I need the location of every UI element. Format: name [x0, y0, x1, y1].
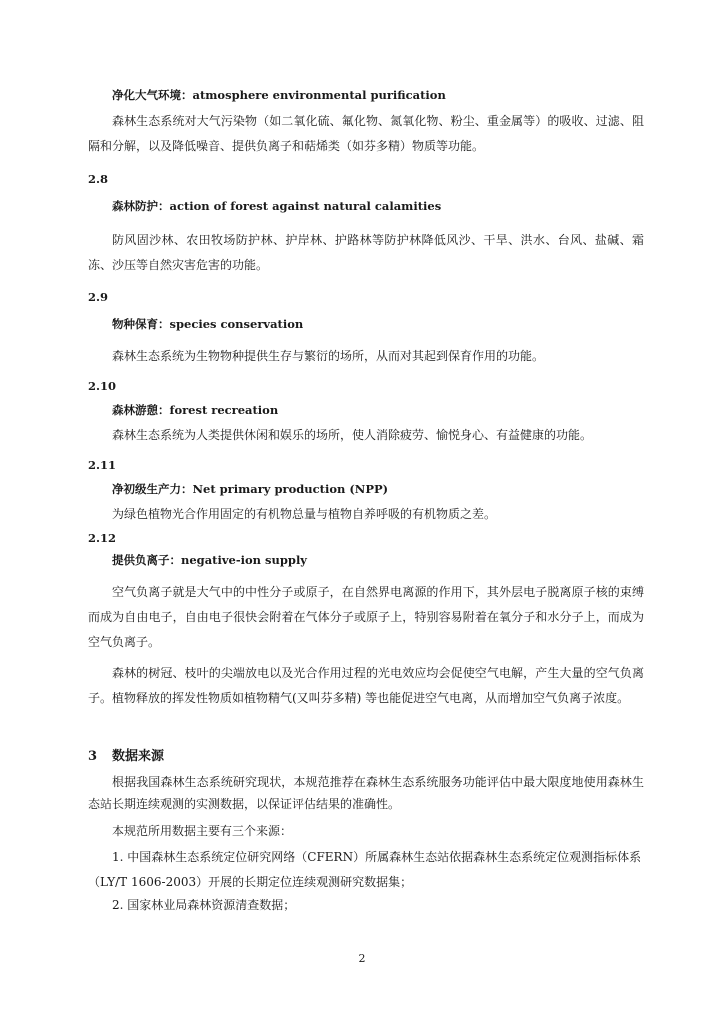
clause-number: 2.8 — [88, 172, 109, 186]
clause-number: 2.11 — [88, 458, 117, 472]
term-definition: 为绿色植物光合作用固定的有机物总量与植物自养呼吸的有机物质之差。 — [112, 507, 497, 521]
section-lead: 本规范所用数据主要有三个来源： — [112, 824, 293, 838]
term-definition: 森林生态系统为人类提供休闲和娱乐的场所，使人消除疲劳、愉悦身心、有益健康的功能。 — [112, 428, 593, 442]
clause-number: 2.9 — [88, 290, 109, 304]
term-definition: 森林生态系统为生物物种提供生存与繁衍的场所，从而对其起到保育作用的功能。 — [112, 349, 545, 363]
section-intro: 根据我国森林生态系统研究现状，本规范推荐在森林生态系统服务功能评估中最大限度地使用森林生态站长期连续观测的实测数据，以保证评估结果的准确性。 — [88, 775, 644, 811]
term-heading: 物种保育：species conservation — [112, 317, 304, 331]
section-title: 数据来源 — [112, 749, 165, 764]
term-definition: 空气负离子就是大气中的中性分子或原子，在自然界电离源的作用下，其外层电子脱离原子核的束缚而成为自由电子，自由电子很快会附着在气体分子或原子上，特别容易附着在氧分子和水分子上，而成为空气负离子。 — [88, 585, 644, 649]
term-definition-continued: 森林的树冠、枝叶的尖端放电以及光合作用过程的光电效应均会促使空气电解，产生大量的空气负离子。植物释放的挥发性物质如植物精气(又叫芬多精) 等也能促进空气电离，从而增加空气负离子浓度。 — [88, 666, 644, 705]
term-heading: 森林游憩：forest recreation — [112, 403, 279, 417]
clause-number: 2.12 — [88, 531, 117, 545]
page-number: 2 — [358, 952, 366, 965]
section-number: 3 — [88, 749, 98, 764]
term-heading: 森林防护：action of forest against natural calamities — [112, 199, 442, 213]
section-heading — [88, 748, 644, 766]
term-heading: 净化大气环境：atmosphere environmental purification — [112, 88, 446, 102]
source-item: 2. 国家林业局森林资源清查数据； — [112, 898, 296, 912]
term-heading: 提供负离子：negative-ion supply — [112, 553, 307, 567]
term-definition: 防风固沙林、农田牧场防护林、护岸林、护路林等防护林降低风沙、干旱、洪水、台风、盐碱、霜冻、沙压等自然灾害危害的功能。 — [88, 233, 644, 272]
term-definition: 森林生态系统对大气污染物（如二氧化硫、氟化物、氮氧化物、粉尘、重金属等）的吸收、过滤、阻隔和分解，以及降低噪音、提供负离子和萜烯类（如芬多精）物质等功能。 — [88, 114, 644, 153]
clause-number: 2.10 — [88, 379, 117, 393]
term-heading: 净初级生产力：Net primary production (NPP) — [112, 482, 389, 496]
source-item: 1. 中国森林生态系统定位研究网络（CFERN）所属森林生态站依据森林生态系统定位观测指标体系（LY/T 1606-2003）开展的长期定位连续观测研究数据集； — [88, 850, 642, 889]
